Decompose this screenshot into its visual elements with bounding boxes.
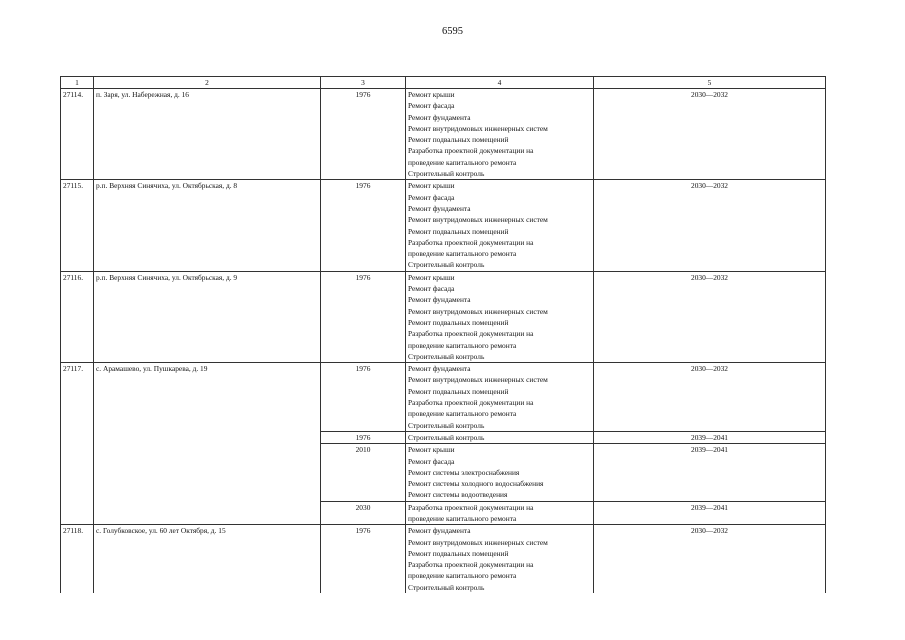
address-cell: п. Заря, ул. Набережная, д. 16 <box>94 89 321 180</box>
works-cell <box>406 180 594 271</box>
address-cell: с. Арамашево, ул. Пушкарева, д. 19 <box>94 363 321 525</box>
period-cell: 2039—2041 <box>594 431 826 443</box>
work-item: Ремонт внутридомовых инженерных систем <box>408 537 548 547</box>
works-cell <box>406 501 594 525</box>
period-cell: 2039—2041 <box>594 501 826 525</box>
work-item: Разработка проектной документации на <box>408 329 534 339</box>
work-item: Ремонт подвальных помещений <box>408 317 509 327</box>
work-item: проведение капитального ремонта <box>408 409 517 419</box>
row-number: 27114. <box>61 89 94 180</box>
work-item: Ремонт фасада <box>408 192 455 202</box>
work-item: Ремонт фасада <box>408 456 455 466</box>
work-item: Ремонт фундамента <box>408 526 471 536</box>
period-cell: 2030—2032 <box>594 525 826 593</box>
works-cell <box>406 271 594 362</box>
year-cell: 1976 <box>321 431 406 443</box>
table-row <box>61 525 826 593</box>
table-row <box>61 180 826 271</box>
work-item: Ремонт системы электроснабжения <box>408 467 520 477</box>
period-cell: 2030—2032 <box>594 180 826 271</box>
period-cell: 2030—2032 <box>594 89 826 180</box>
work-item: Строительный контроль <box>408 420 485 430</box>
work-item: Ремонт фундамента <box>408 295 471 305</box>
work-item: Ремонт внутридомовых инженерных систем <box>408 306 548 316</box>
year-cell: 2030 <box>321 501 406 525</box>
work-item: Ремонт внутридомовых инженерных систем <box>408 123 548 133</box>
col-header-4: 4 <box>406 77 594 89</box>
work-item: Ремонт подвальных помещений <box>408 548 509 558</box>
work-item: Ремонт подвальных помещений <box>408 135 509 145</box>
work-item: Ремонт подвальных помещений <box>408 386 509 396</box>
works-cell <box>406 363 594 432</box>
work-item: Ремонт фасада <box>408 101 455 111</box>
address-cell: с. Голубковское, ул. 60 лет Октября, д. 15 <box>94 525 321 593</box>
work-item: Ремонт подвальных помещений <box>408 226 509 236</box>
work-item: Ремонт крыши <box>408 181 455 191</box>
col-header-2: 2 <box>94 77 321 89</box>
row-number: 27117. <box>61 363 94 525</box>
col-header-3: 3 <box>321 77 406 89</box>
work-item: Разработка проектной документации на <box>408 560 534 570</box>
work-item: Разработка проектной документации на <box>408 398 534 408</box>
row-number: 27116. <box>61 271 94 362</box>
page-number: 6595 <box>442 26 463 37</box>
table-row <box>61 89 826 180</box>
year-cell: 2010 <box>321 444 406 501</box>
period-cell: 2030—2032 <box>594 363 826 432</box>
work-item: проведение капитального ремонта <box>408 571 517 581</box>
address-cell: р.п. Верхняя Синячиха, ул. Октябрьская, д. 8 <box>94 180 321 271</box>
work-item: Ремонт фасада <box>408 284 455 294</box>
work-item: проведение капитального ремонта <box>408 249 517 259</box>
work-item: Разработка проектной документации на <box>408 502 534 512</box>
table-row <box>61 363 826 432</box>
year-cell: 1976 <box>321 89 406 180</box>
work-item: Строительный контроль <box>408 582 485 592</box>
work-item: Ремонт внутридомовых инженерных систем <box>408 375 548 385</box>
work-item: Ремонт внутридомовых инженерных систем <box>408 215 548 225</box>
work-item: проведение капитального ремонта <box>408 513 517 523</box>
work-item: Ремонт системы холодного водоснабжения <box>408 479 544 489</box>
header-row <box>61 77 826 89</box>
work-item: Ремонт фундамента <box>408 112 471 122</box>
year-cell: 1976 <box>321 271 406 362</box>
year-cell: 1976 <box>321 363 406 432</box>
work-item: Ремонт крыши <box>408 445 455 455</box>
works-cell <box>406 444 594 501</box>
col-header-5: 5 <box>594 77 826 89</box>
work-item: Ремонт фундамента <box>408 203 471 213</box>
work-item: Ремонт фундамента <box>408 364 471 374</box>
row-number: 27115. <box>61 180 94 271</box>
work-item: Ремонт крыши <box>408 272 455 282</box>
year-cell: 1976 <box>321 525 406 593</box>
work-item: Строительный контроль <box>408 169 485 179</box>
work-item: Разработка проектной документации на <box>408 146 534 156</box>
works-cell <box>406 89 594 180</box>
year-cell: 1976 <box>321 180 406 271</box>
work-item: Разработка проектной документации на <box>408 237 534 247</box>
address-cell: р.п. Верхняя Синячиха, ул. Октябрьская, д. 9 <box>94 271 321 362</box>
work-item: проведение капитального ремонта <box>408 340 517 350</box>
table-row <box>61 271 826 362</box>
work-item: Ремонт системы водоотведения <box>408 490 508 500</box>
works-cell <box>406 431 594 443</box>
work-item: Строительный контроль <box>408 260 485 270</box>
work-item: Ремонт крыши <box>408 90 455 99</box>
col-header-1: 1 <box>61 77 94 89</box>
work-item: Строительный контроль <box>408 351 485 361</box>
work-item: проведение капитального ремонта <box>408 157 517 167</box>
repair-schedule-table <box>60 76 826 593</box>
period-cell: 2039—2041 <box>594 444 826 501</box>
work-item: Строительный контроль <box>408 432 485 442</box>
works-cell <box>406 525 594 593</box>
period-cell: 2030—2032 <box>594 271 826 362</box>
row-number: 27118. <box>61 525 94 593</box>
